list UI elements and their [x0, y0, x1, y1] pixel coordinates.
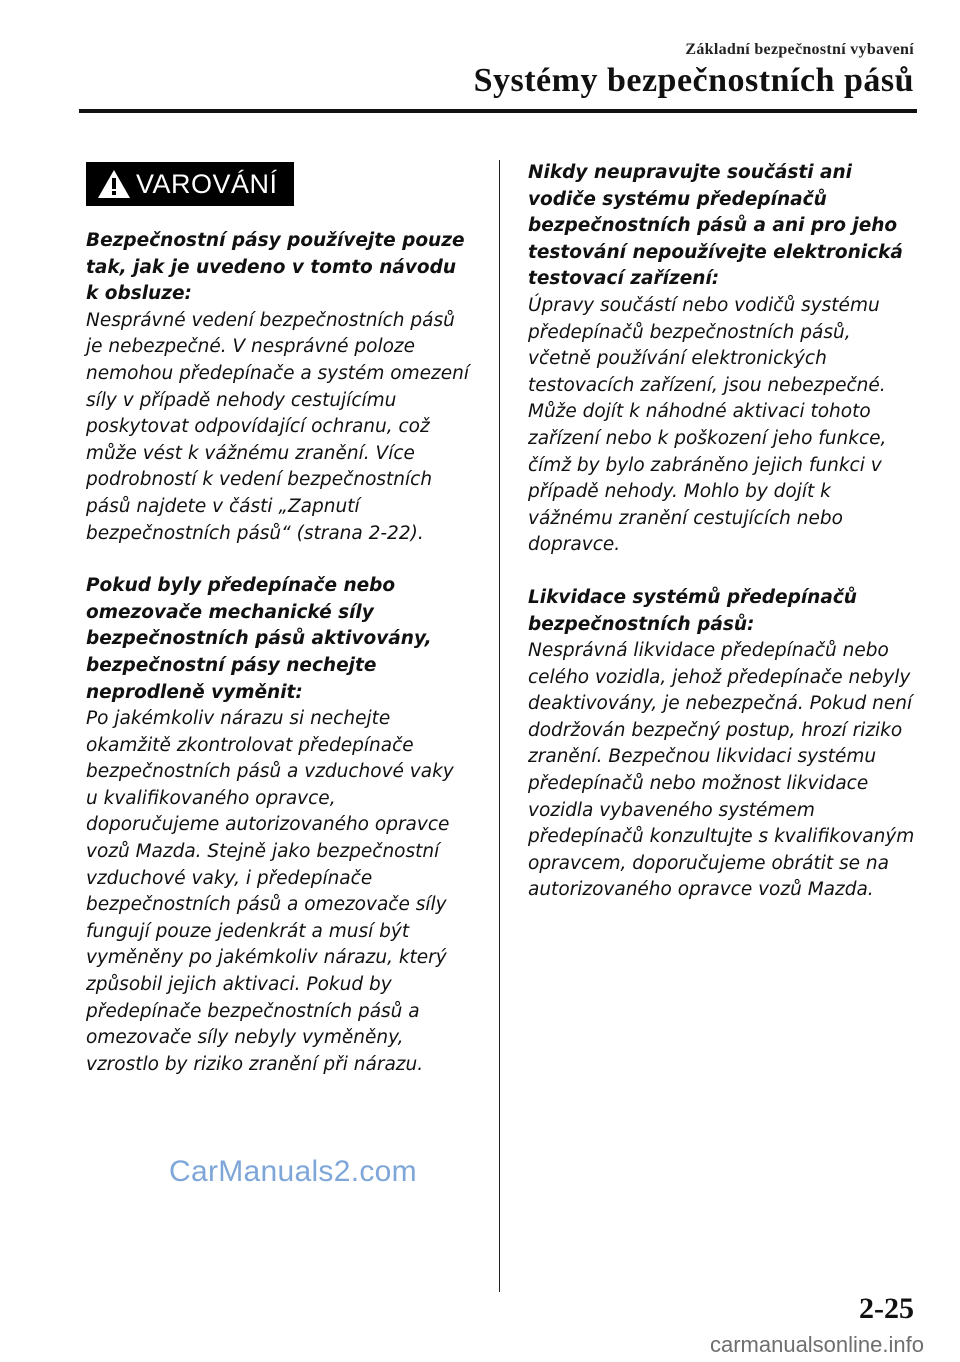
- warning-body-seatbelt-use: Nesprávné vedení bezpečnostních pásů je nebezpečné. V nesprávné poloze nemohou předepínače a systém omezení síly v případě nehody cestujícímu poskytovat odpovídající ochranu, což může vést k vážnému zranění. Více podrobností k vedení bezpečnostních pásů najdete v části „Zapnutí bezpečnostních pásů“ (strana 2-22).: [86, 309, 469, 544]
- warning-body-replace-pretensioners: Po jakémkoliv nárazu si nechejte okamžitě zkontrolovat předepínače bezpečnostních pásů a vzduchové vaky u kvalifikovaného opravce, doporučujeme autorizovaného opravce vozů Mazda. Stejně jako bezpečnostní vzduchové vaky, i předepínače bezpečnostních pásů a omezovače síly fungují pouze jedenkrát a musí být vyměněny po jakémkoliv nárazu, který způsobil jejich aktivaci. Pokud by předepínače bezpečnostních pásů a omezovače síly nebyly vyměněny, vzrostlo by riziko zranění při nárazu.: [86, 708, 454, 1075]
- watermark: CarManuals2.com: [169, 1155, 417, 1188]
- warning-badge: [86, 162, 294, 206]
- right-column: [528, 160, 918, 904]
- warning-label: VAROVÁNÍ: [136, 168, 278, 199]
- footer: [0, 1332, 960, 1362]
- column-divider: [499, 160, 500, 1292]
- header-divider: [79, 109, 917, 113]
- footer-site-link[interactable]: carmanualsonline.info: [709, 1332, 924, 1357]
- warning-heading-seatbelt-use: Bezpečnostní pásy používejte pouze tak, jak je uvedeno v tomto návodu k obsluze:: [86, 230, 465, 305]
- page-number: 2-25: [859, 1292, 914, 1325]
- page-title: Systémy bezpečnostních pásů: [473, 62, 914, 99]
- warning-heading-replace-pretensioners: Pokud byly předepínače nebo omezovače mechanické síly bezpečnostních pásů aktivovány, bezpečnostní pásy nechejte neprodleně vyměnit:: [86, 575, 432, 703]
- warning-body-disposal: Nesprávná likvidace předepínačů nebo celého vozidla, jehož předepínače nebyly deaktivovány, je nebezpečná. Pokud není dodržován bezpečný postup, hrozí riziko zranění. Bezpečnou likvidaci systému předepínačů nebo možnost likvidace vozidla vybaveného systémem předepínačů konzultujte s kvalifikovaným opravcem, doporučujeme obrátit se na autorizovaného opravce vozů Mazda.: [528, 640, 915, 901]
- warning-body-no-modification: Úpravy součástí nebo vodičů systému předepínačů bezpečnostních pásů, včetně používání elektronických testovacích zařízení, jsou nebezpečné. Může dojít k náhodné aktivaci tohoto zařízení nebo k poškození jeho funkce, čímž by bylo zabráněno jejich funkci v případě nehody. Mohlo by dojít k vážnému zranění cestujících nebo dopravce.: [528, 294, 887, 556]
- warning-heading-no-modification: Nikdy neupravujte součásti ani vodiče systému předepínačů bezpečnostních pásů a ani pro jeho testování nepoužívejte elektronická testovací zařízení:: [528, 162, 903, 290]
- exclamation-triangle-icon: [94, 162, 134, 206]
- section-title: Základní bezpečnostní vybavení: [685, 41, 914, 58]
- left-column: [86, 228, 471, 1078]
- warning-heading-disposal: Likvidace systémů předepínačů bezpečnostních pásů:: [528, 586, 857, 635]
